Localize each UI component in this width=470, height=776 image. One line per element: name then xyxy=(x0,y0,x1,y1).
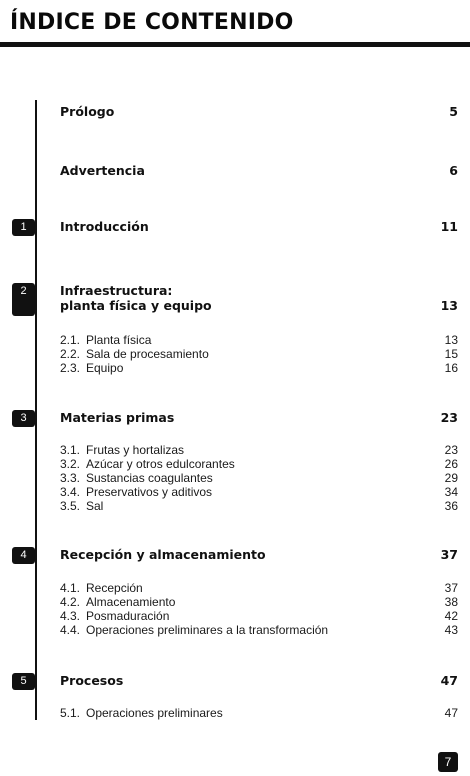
toc-sub-number: 3.2. xyxy=(60,457,81,471)
toc-sub-page: 29 xyxy=(444,471,458,485)
toc-sub-label: Sal xyxy=(86,499,104,513)
toc-sub-number: 4.3. xyxy=(60,609,81,623)
toc-sub-item[interactable] xyxy=(60,623,328,637)
toc-sub-item[interactable] xyxy=(60,499,103,513)
toc-sub-item[interactable] xyxy=(60,443,184,457)
toc-heading-recepcion[interactable]: Recepción y almacenamiento xyxy=(60,547,266,562)
toc-heading-infraestructura-line1[interactable]: Infraestructura: xyxy=(60,283,173,298)
toc-heading-procesos[interactable]: Procesos xyxy=(60,673,124,688)
toc-sub-item[interactable] xyxy=(60,485,212,499)
toc-sub-item[interactable] xyxy=(60,471,213,485)
toc-sub-page: 16 xyxy=(444,361,458,375)
toc-sub-page: 15 xyxy=(444,347,458,361)
toc-sub-label: Almacenamiento xyxy=(86,595,176,609)
toc-sub-label: Sustancias coagulantes xyxy=(86,471,213,485)
toc-sub-page: 42 xyxy=(444,609,458,623)
toc-sub-item[interactable] xyxy=(60,595,175,609)
page-title: ÍNDICE DE CONTENIDO xyxy=(10,10,294,35)
toc-sub-label: Operaciones preliminares a la transformación xyxy=(86,623,329,637)
toc-sub-label: Recepción xyxy=(86,581,143,595)
toc-heading-prologo[interactable]: Prólogo xyxy=(60,104,115,119)
toc-sub-label: Preservativos y aditivos xyxy=(86,485,213,499)
toc-sub-item[interactable] xyxy=(60,706,223,720)
toc-page-introduccion: 11 xyxy=(440,219,458,234)
toc-sub-label: Sala de procesamiento xyxy=(86,347,209,361)
toc-sub-page: 37 xyxy=(444,581,458,595)
toc-page-advertencia: 6 xyxy=(449,163,458,178)
toc-heading-infraestructura-line2[interactable]: planta física y equipo xyxy=(60,298,212,313)
chapter-badge-2: 2 xyxy=(12,283,35,316)
page-number-badge: 7 xyxy=(438,752,458,772)
toc-sub-number: 3.3. xyxy=(60,471,81,485)
toc-sub-page: 23 xyxy=(444,443,458,457)
toc-sub-item[interactable] xyxy=(60,361,123,375)
toc-sub-page: 26 xyxy=(444,457,458,471)
chapter-badge-3: 3 xyxy=(12,410,35,427)
toc-page-procesos: 47 xyxy=(440,673,458,688)
toc-page-prologo: 5 xyxy=(449,104,458,119)
toc-sub-page: 43 xyxy=(444,623,458,637)
toc-sub-item[interactable] xyxy=(60,333,151,347)
toc-sub-item[interactable] xyxy=(60,457,235,471)
title-divider xyxy=(0,42,470,47)
toc-sub-item[interactable] xyxy=(60,347,209,361)
toc-sub-label: Posmaduración xyxy=(86,609,170,623)
toc-heading-advertencia[interactable]: Advertencia xyxy=(60,163,145,178)
toc-heading-introduccion[interactable]: Introducción xyxy=(60,219,149,234)
toc-sub-number: 2.2. xyxy=(60,347,81,361)
chapter-badge-4: 4 xyxy=(12,547,35,564)
toc-sub-number: 4.4. xyxy=(60,623,81,637)
toc-vertical-rule xyxy=(35,100,37,720)
toc-sub-page: 13 xyxy=(444,333,458,347)
toc-sub-label: Frutas y hortalizas xyxy=(86,443,185,457)
toc-page-recepcion: 37 xyxy=(440,547,458,562)
toc-sub-label: Operaciones preliminares xyxy=(86,706,223,720)
toc-sub-page: 34 xyxy=(444,485,458,499)
toc-sub-label: Planta física xyxy=(86,333,152,347)
toc-sub-page: 47 xyxy=(444,706,458,720)
toc-sub-page: 36 xyxy=(444,499,458,513)
toc-page-infraestructura: 13 xyxy=(440,298,458,313)
toc-sub-label: Azúcar y otros edulcorantes xyxy=(86,457,235,471)
toc-sub-number: 3.1. xyxy=(60,443,81,457)
toc-sub-number: 4.2. xyxy=(60,595,81,609)
toc-sub-number: 2.1. xyxy=(60,333,81,347)
toc-sub-number: 4.1. xyxy=(60,581,81,595)
toc-sub-number: 3.5. xyxy=(60,499,81,513)
toc-page-materias-primas: 23 xyxy=(440,410,458,425)
toc-sub-item[interactable] xyxy=(60,581,143,595)
chapter-badge-5: 5 xyxy=(12,673,35,690)
toc-sub-number: 2.3. xyxy=(60,361,81,375)
toc-heading-materias-primas[interactable]: Materias primas xyxy=(60,410,175,425)
toc-sub-label: Equipo xyxy=(86,361,124,375)
toc-sub-item[interactable] xyxy=(60,609,169,623)
toc-sub-page: 38 xyxy=(444,595,458,609)
toc-sub-number: 5.1. xyxy=(60,706,81,720)
chapter-badge-1: 1 xyxy=(12,219,35,236)
toc-sub-number: 3.4. xyxy=(60,485,81,499)
